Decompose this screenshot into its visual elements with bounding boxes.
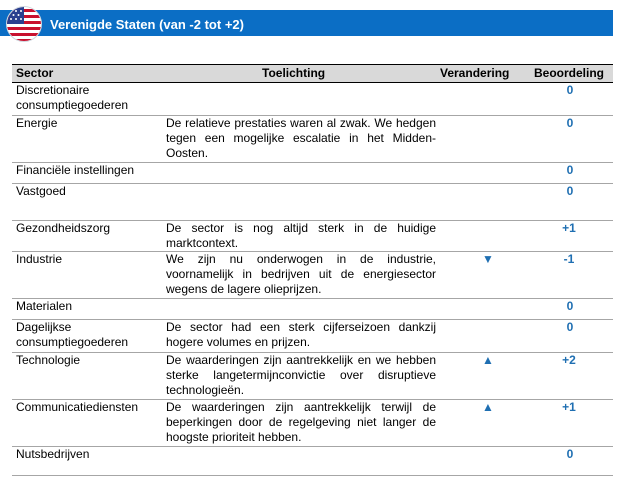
rating-cell: +1	[562, 400, 576, 414]
sector-cell: Nutsbedrijven	[16, 447, 90, 461]
rating-cell: 0	[566, 83, 574, 97]
explanation-cell: De sector had een sterk cijferseizoen dankzij hogere volumes en prijzen.	[166, 320, 436, 349]
us-flag-icon	[6, 6, 42, 42]
table-row	[12, 83, 613, 116]
rating-cell: +1	[562, 221, 576, 235]
header-sector: Sector	[16, 66, 54, 80]
rating-cell: 0	[566, 299, 574, 313]
table-row	[12, 221, 613, 252]
explanation-cell: De sector is nog altijd sterk in de huidige marktcontext.	[166, 221, 436, 250]
rating-cell: 0	[566, 447, 574, 461]
table-row	[12, 116, 613, 163]
rating-cell: -1	[563, 252, 575, 266]
table-row	[12, 184, 613, 221]
sector-cell: Dagelijkse consumptiegoederen	[16, 320, 129, 349]
rating-cell: 0	[566, 163, 574, 177]
arrow-up-icon: ▲	[482, 400, 494, 414]
rating-cell: 0	[566, 184, 574, 198]
table-header	[12, 64, 613, 83]
explanation-cell: We zijn nu onderwogen in de industrie, voornamelijk in bedrijven uit de energiesector wegens de lagere olieprijzen.	[166, 252, 436, 296]
rating-cell: 0	[566, 320, 574, 334]
arrow-down-icon: ▼	[482, 252, 494, 266]
rating-cell: +2	[562, 353, 576, 367]
sector-cell: Vastgoed	[16, 184, 66, 198]
table-row	[12, 447, 613, 476]
table-row	[12, 163, 613, 184]
arrow-up-icon: ▲	[482, 353, 494, 367]
sector-cell: Discretionaire consumptiegoederen	[16, 83, 129, 112]
sector-cell: Communicatiediensten	[16, 400, 139, 414]
sector-cell: Materialen	[16, 299, 73, 313]
table-row	[12, 320, 613, 353]
table-row	[12, 353, 613, 400]
sector-cell: Industrie	[16, 252, 63, 266]
explanation-cell: De relatieve prestaties waren al zwak. We hedgen tegen een mogelijke escalatie in het Midden-Oosten.	[166, 116, 436, 160]
sector-cell: Financiële instellingen	[16, 163, 135, 177]
page-title: Verenigde Staten (van -2 tot +2)	[50, 17, 244, 32]
table-row	[12, 400, 613, 447]
sector-table	[12, 64, 613, 476]
header-explanation: Toelichting	[262, 66, 326, 80]
sector-cell: Energie	[16, 116, 58, 130]
sector-cell: Gezondheidszorg	[16, 221, 111, 235]
header-change: Verandering	[440, 66, 510, 80]
header-rating: Beoordeling	[534, 66, 605, 80]
explanation-cell: De waarderingen zijn aantrekkelijk en we hebben sterke langetermijnconvictie over disruptieve technologieën.	[166, 353, 436, 397]
sector-cell: Technologie	[16, 353, 81, 367]
table-row	[12, 252, 613, 299]
rating-cell: 0	[566, 116, 574, 130]
table-row	[12, 299, 613, 320]
explanation-cell: De waarderingen zijn aantrekkelijk terwijl de beperkingen door de regelgeving niet langer de hoogste prioriteit hebben.	[166, 400, 436, 444]
